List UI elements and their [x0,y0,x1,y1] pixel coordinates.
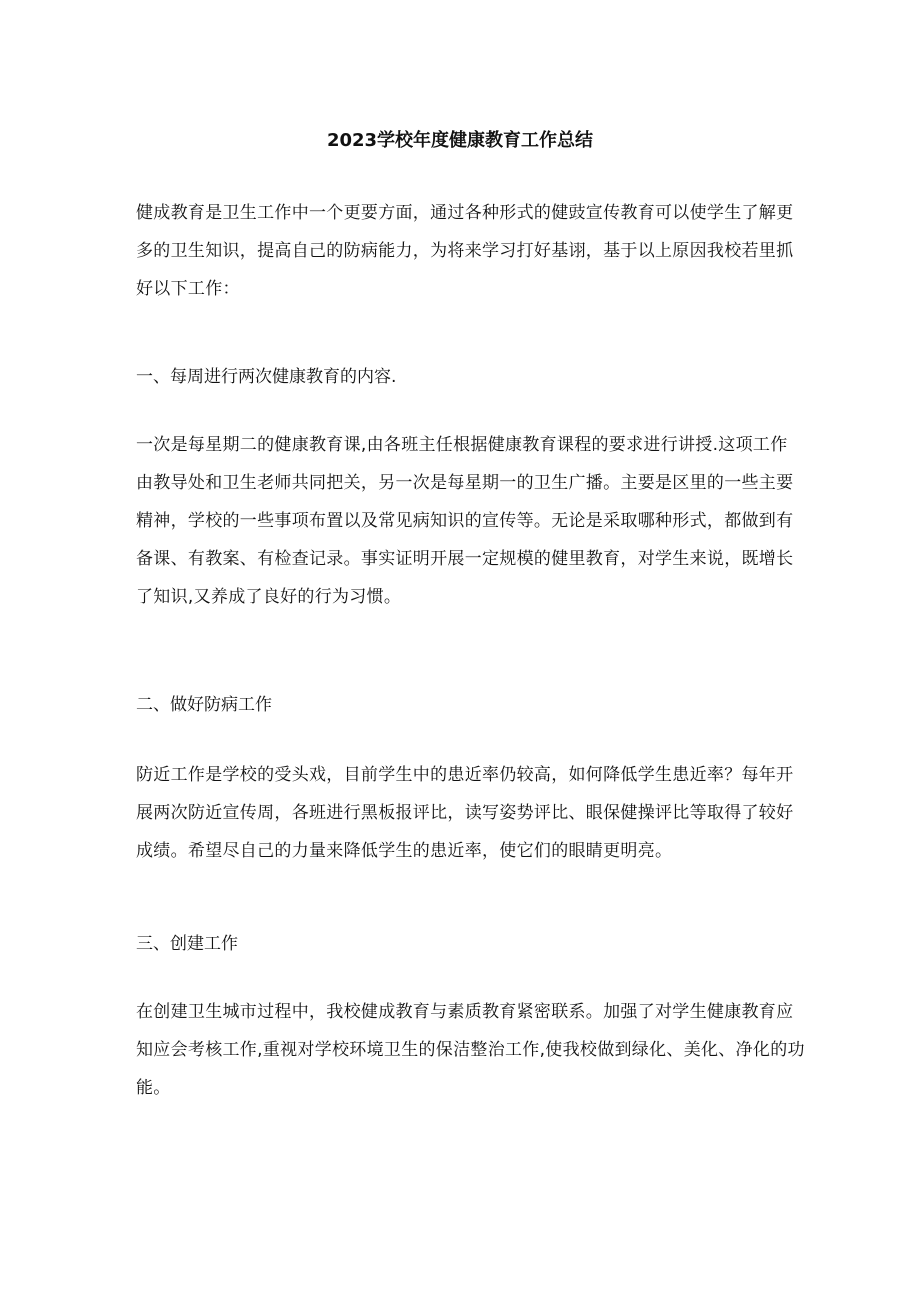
paragraph-line: 由教导处和卫生老师共同把关，另一次是每星期一的卫生广播。主要是区里的一些主要 [136,473,794,493]
paragraph-line: 成绩。希望尽自己的力量来降低学生的患近率，使它们的眼睛更明亮。 [136,841,673,861]
paragraph-line: 精神，学校的一些事项布置以及常见病知识的宣传等。无论是采取哪种形式，都做到有 [136,511,794,531]
section-heading-2: 二、做好防病工作 [136,695,272,715]
paragraph-line: 防近工作是学校的受头戏，目前学生中的患近率仍较高，如何降低学生患近率？每年开 [136,765,794,785]
paragraph-line: 一次是每星期二的健康教育课,由各班主任根据健康教育课程的要求进行讲授.这项工作 [136,435,788,455]
intro-paragraph [136,194,796,308]
section-1-paragraph [136,426,796,616]
document-title: 2023学校年度健康教育工作总结 [326,130,594,151]
paragraph-line: 好以下工作： [136,279,240,299]
section-2-paragraph [136,756,796,870]
section-heading-1: 一、每周进行两次健康教育的内容. [136,367,397,387]
section-heading-3: 三、创建工作 [136,934,238,954]
paragraph-line: 能。 [136,1078,171,1098]
paragraph-line: 了知识,又养成了良好的行为习惯。 [136,587,402,607]
paragraph-line: 在创建卫生城市过程中，我校健成教育与素质教育紧密联系。加强了对学生健康教育应 [136,1002,794,1022]
paragraph-line: 展两次防近宣传周，各班进行黑板报评比，读写姿势评比、眼保健操评比等取得了较好 [136,803,794,823]
paragraph-line: 健成教育是卫生工作中一个更要方面，通过各种形式的健豉宣传教育可以使学生了解更 [136,203,794,223]
section-3-paragraph [136,993,805,1107]
paragraph-line: 备课、有教案、有检查记录。事实证明开展一定规模的健里教育，对学生来说，既增长 [136,549,794,569]
paragraph-line: 知应会考核工作,重视对学校环境卫生的保洁整治工作,使我校做到绿化、美化、净化的功 [136,1040,805,1060]
paragraph-line: 多的卫生知识，提高自己的防病能力，为将来学习打好基诩，基于以上原因我校若里抓 [136,241,794,261]
